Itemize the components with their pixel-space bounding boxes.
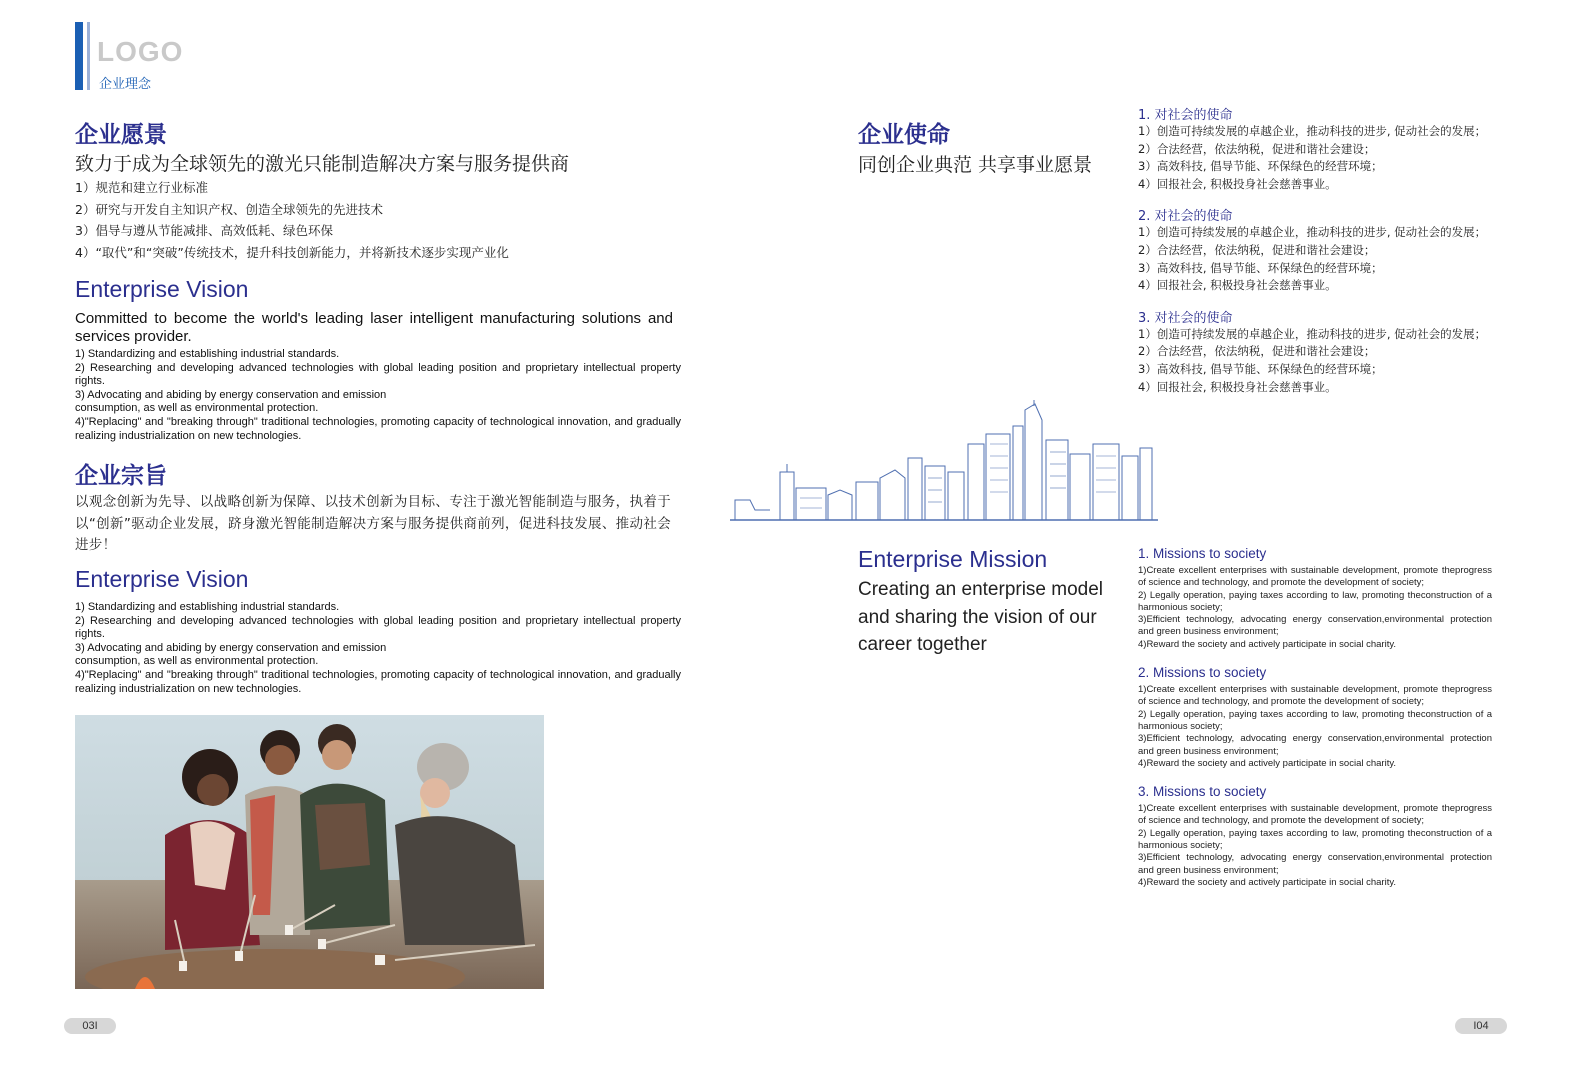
purpose-cn-body: 以观念创新为先导、以战略创新为保障、以技术创新为目标、专注于激光智能制造与服务，执着于以“创新”驱动企业发展，跻身激光智能制造解决方案与服务提供商前列，促进科技发展、推动社会进步！	[75, 494, 671, 553]
mission-en-title: Enterprise Mission	[858, 546, 1048, 572]
list-item: 2) Researching and developing advanced technologies with global leading position and proprietary intellectual property rights.	[75, 361, 681, 388]
list-item: 3）高效科技, 倡导节能、环保绿色的经营环境；	[1138, 361, 1383, 376]
mission-en-sections	[1138, 546, 1492, 889]
list-item: 2) Legally operation, paying taxes according to law, promoting theconstruction of a harmonious society;	[1138, 827, 1492, 852]
list-item: 1）规范和建立行业标准	[75, 180, 208, 195]
list-item: 2) Legally operation, paying taxes according to law, promoting theconstruction of a harmonious society;	[1138, 708, 1492, 732]
list-item: 1）创造可持续发展的卓越企业，推动科技的进步, 促动社会的发展；	[1138, 124, 1487, 138]
list-item: 2）合法经营，依法纳税，促进和谐社会建设；	[1138, 141, 1376, 156]
mission-cn-subtitle: 同创企业典范 共享事业愿景	[858, 154, 1093, 176]
list-item: 4)"Replacing" and "breaking through" traditional technologies, promoting capacity of technological innovation, and gradually realizing industrialization on new technologies.	[75, 668, 681, 695]
mission-cn-section	[1138, 307, 1498, 396]
page-number-right: I04	[1455, 1018, 1507, 1034]
list-item: 1）创造可持续发展的卓越企业，推动科技的进步, 促动社会的发展；	[1138, 225, 1487, 240]
list-item: 1）创造可持续发展的卓越企业，推动科技的进步, 促动社会的发展；	[1138, 326, 1487, 341]
vision-en-title: Enterprise Vision	[75, 276, 249, 302]
list-item: 4)Reward the society and actively participate in social charity.	[1138, 638, 1397, 650]
list-item: 1) Standardizing and establishing industrial standards.	[75, 348, 340, 360]
mission-en-section	[1138, 665, 1492, 770]
vision-cn-list	[75, 177, 509, 263]
list-item: 4）回报社会, 积极投身社会慈善事业。	[1138, 379, 1337, 394]
city-skyline-illustration	[730, 400, 1160, 525]
list-item: 4)Reward the society and actively participate in social charity.	[1138, 757, 1397, 769]
list-item: 3) Advocating and abiding by energy conservation and emission consumption, as well as environmental protection.	[75, 388, 387, 415]
list-item: 3)Efficient technology, advocating energy conservation,environmental protection and green business environment;	[1138, 614, 1492, 638]
mission-en-section	[1138, 784, 1492, 889]
vision-en-lead: Committed to become the world's leading laser intelligent manufacturing solutions and services provider.	[75, 310, 673, 345]
section-heading: 1. 对社会的使命	[1138, 108, 1233, 123]
mission-en-subtitle: Creating an enterprise model and sharing the vision of our career together	[858, 579, 1104, 655]
vision-en-list	[75, 348, 681, 443]
mission-en-section	[1138, 546, 1492, 651]
list-item: 3）高效科技, 倡导节能、环保绿色的经营环境；	[1138, 260, 1383, 275]
list-item: 3）倡导与遵从节能减排、高效低耗、绿色环保	[75, 223, 333, 238]
purpose-cn-title: 企业宗旨	[75, 463, 167, 489]
section-heading: 1. Missions to society	[1138, 546, 1267, 561]
list-item: 2）合法经营，依法纳税，促进和谐社会建设；	[1138, 242, 1376, 257]
section-heading: 3. 对社会的使命	[1138, 310, 1233, 326]
list-item: 3) Advocating and abiding by energy conservation and emission consumption, as well as environmental protection.	[75, 641, 387, 668]
vision-cn-title: 企业愿景	[75, 122, 167, 148]
list-item: 1)Create excellent enterprises with sustainable development, promote theprogress of science and technology, and promote the development of society;	[1138, 803, 1492, 827]
logo: LOGO	[97, 36, 184, 67]
list-item: 4）回报社会, 积极投身社会慈善事业。	[1138, 278, 1337, 293]
list-item: 1)Create excellent enterprises with sustainable development, promote theprogress of science and technology, and promote the development of society;	[1138, 565, 1492, 589]
list-item: 4)Reward the society and actively participate in social charity.	[1138, 876, 1397, 888]
mission-cn-section	[1138, 104, 1498, 193]
vision-cn-subtitle: 致力于成为全球领先的激光只能制造解决方案与服务提供商	[75, 153, 570, 175]
list-item: 1) Standardizing and establishing industrial standards.	[75, 601, 340, 613]
list-item: 4)"Replacing" and "breaking through" traditional technologies, promoting capacity of technological innovation, and gradually realizing industrialization on new technologies.	[75, 415, 681, 442]
logo-subtitle: 企业理念	[99, 77, 152, 92]
logo-bar	[75, 22, 83, 90]
campfire-photo	[75, 715, 544, 989]
logo-bar-thin	[87, 22, 90, 90]
list-item: 1)Create excellent enterprises with sustainable development, promote theprogress of science and technology, and promote the development of society;	[1138, 684, 1492, 708]
list-item: 3)Efficient technology, advocating energy conservation,environmental protection and green business environment;	[1138, 733, 1492, 757]
list-item: 4）“取代”和“突破”传统技术，提升科技创新能力，并将新技术逐步实现产业化	[75, 244, 509, 260]
mission-cn-section	[1138, 205, 1498, 294]
vision-en-2-list	[75, 601, 681, 696]
list-item: 2）研究与开发自主知识产权、创造全球领先的先进技术	[75, 201, 383, 217]
section-heading: 3. Missions to society	[1138, 784, 1267, 800]
vision-en-2-title: Enterprise Vision	[75, 566, 249, 592]
page-number-left: 03I	[64, 1018, 116, 1034]
mission-cn-title: 企业使命	[858, 122, 950, 148]
list-item: 3)Efficient technology, advocating energy conservation,environmental protection and green business environment;	[1138, 852, 1492, 876]
mission-cn-sections	[1138, 104, 1498, 396]
list-item: 2) Researching and developing advanced technologies with global leading position and proprietary intellectual property rights.	[75, 614, 681, 641]
list-item: 3）高效科技, 倡导节能、环保绿色的经营环境；	[1138, 159, 1383, 174]
list-item: 2) Legally operation, paying taxes according to law, promoting theconstruction of a harmonious society;	[1138, 589, 1492, 613]
list-item: 4）回报社会, 积极投身社会慈善事业。	[1138, 176, 1337, 191]
section-heading: 2. Missions to society	[1138, 665, 1267, 681]
section-heading: 2. 对社会的使命	[1138, 209, 1233, 225]
list-item: 2）合法经营，依法纳税，促进和谐社会建设；	[1138, 344, 1376, 359]
